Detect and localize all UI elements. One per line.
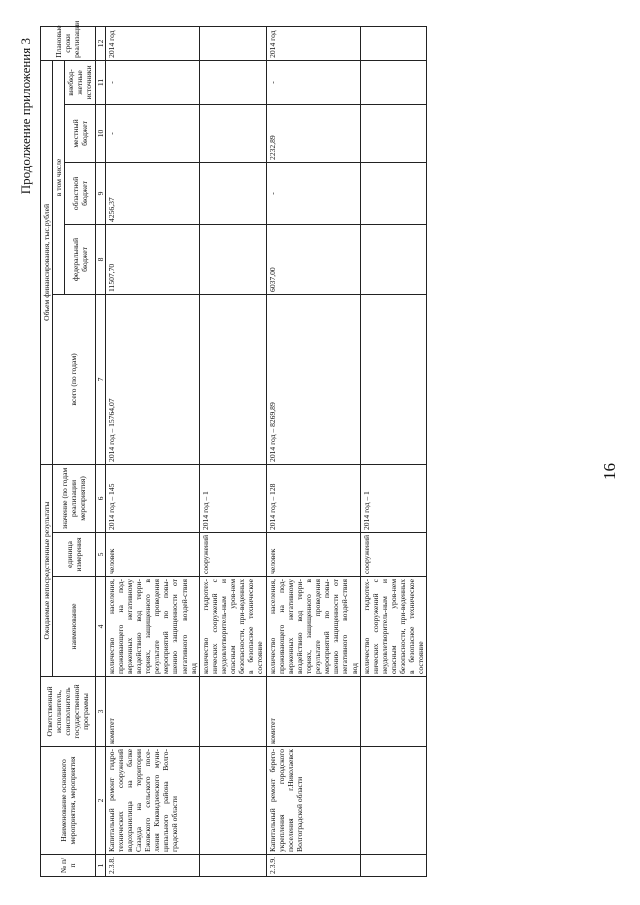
funding-federal: 6037,00 bbox=[266, 224, 360, 294]
table-row bbox=[266, 26, 360, 876]
col-number: 3 bbox=[95, 677, 105, 747]
result-value: 2014 год – 1 bbox=[199, 464, 266, 532]
header-regional: областной бюджет bbox=[65, 162, 95, 224]
col-number: 8 bbox=[95, 224, 105, 294]
header-num: № п/п bbox=[41, 855, 96, 877]
funding-local: 2232,89 bbox=[266, 104, 360, 162]
row-executor: комитет bbox=[266, 677, 360, 747]
col-number: 2 bbox=[95, 747, 105, 855]
header-deadline: Плановые сроки реализации bbox=[41, 26, 96, 60]
col-number: 7 bbox=[95, 294, 105, 464]
col-number: 11 bbox=[95, 60, 105, 104]
result-unit: человек bbox=[266, 533, 360, 577]
funding-federal: 11507,70 bbox=[105, 224, 199, 294]
result-unit: человек bbox=[105, 533, 199, 577]
header-res-value: значение (по годам реализации мероприятия) bbox=[53, 464, 95, 532]
result-unit: сооружений bbox=[360, 533, 427, 577]
continuation-title: Продолжение приложения 3 bbox=[18, 38, 33, 195]
funding-table bbox=[40, 20, 427, 877]
header-offbudget: внебюд-жетные источники bbox=[65, 60, 95, 104]
col-number: 4 bbox=[95, 577, 105, 677]
result-value: 2014 год – 145 bbox=[105, 464, 199, 532]
funding-regional: 4256,37 bbox=[105, 162, 199, 224]
row-name: Капитальный ремонт гидро-технических сооружений водохранилища на балке Сазауда на территории Ежовского сельского посе-ления Киквидзенского муни-ципального района Волго-градской области bbox=[105, 747, 199, 855]
header-total: всего (по годам) bbox=[53, 294, 95, 464]
header-federal: федеральный бюджет bbox=[65, 224, 95, 294]
header-results: Ожидаемые непосредственные результаты bbox=[41, 464, 53, 676]
header-res-unit: единица измерения bbox=[53, 533, 95, 577]
result-name: количество гидротех-нических сооружений с неудовлетворитель-ным и опасным уров-нем безопасности, при-веденных в безопасное техническое состояние bbox=[360, 577, 427, 677]
table-row bbox=[105, 26, 199, 876]
funding-offbudget: - bbox=[105, 60, 199, 104]
funding-offbudget: - bbox=[266, 60, 360, 104]
result-value: 2014 год – 128 bbox=[266, 464, 360, 532]
table-row bbox=[199, 26, 266, 876]
row-num: 2.3.8. bbox=[105, 855, 199, 877]
header-local: местный бюджет bbox=[65, 104, 95, 162]
funding-total: 2014 год – 15764,07 bbox=[105, 294, 199, 464]
result-value: 2014 год – 1 bbox=[360, 464, 427, 532]
col-number: 6 bbox=[95, 464, 105, 532]
header-res-name: наименование bbox=[53, 577, 95, 677]
table-row bbox=[360, 26, 427, 876]
result-name: количество населения, проживающего на под-верженных негативному воздействию вод терри-ториях, защищенного в результате проведения мероприятий по повы-шению защищенности от негативного воздей-ствия вод bbox=[266, 577, 360, 677]
header-incl: в том числе bbox=[53, 60, 65, 294]
header-name: Наименование основного мероприятия, мероприятия bbox=[41, 747, 96, 855]
header-executor: Ответственный исполнитель, соисполнитель государственной программы bbox=[41, 677, 96, 747]
result-unit: сооружений bbox=[199, 533, 266, 577]
row-deadline: 2014 год bbox=[105, 26, 199, 60]
row-num: 2.3.9. bbox=[266, 855, 360, 877]
result-name: количество населения, проживающего на под-верженных негативному воздействию вод терри-ториях, защищенного в результате проведения мероприятий по повы-шению защищенности от негативного воздей-ствия вод bbox=[105, 577, 199, 677]
col-number: 5 bbox=[95, 533, 105, 577]
col-number: 12 bbox=[95, 26, 105, 60]
row-executor: комитет bbox=[105, 677, 199, 747]
funding-local: - bbox=[105, 104, 199, 162]
funding-regional: - bbox=[266, 162, 360, 224]
row-deadline: 2014 год bbox=[266, 26, 360, 60]
result-name: количество гидротех-нических сооружений с неудовлетворитель-ным и опасным уров-нем безопасности, при-веденных в безопасное техническое состояние bbox=[199, 577, 266, 677]
page-number: 16 bbox=[600, 463, 619, 480]
row-name: Капитальный ремонт берего-укрепления городского поселения г.Николаевск Волгоградской области bbox=[266, 747, 360, 855]
col-number: 10 bbox=[95, 104, 105, 162]
funding-total: 2014 год – 8269,89 bbox=[266, 294, 360, 464]
col-number: 9 bbox=[95, 162, 105, 224]
col-number: 1 bbox=[95, 855, 105, 877]
header-funding: Объем финансирования, тыс.рублей bbox=[41, 60, 53, 464]
